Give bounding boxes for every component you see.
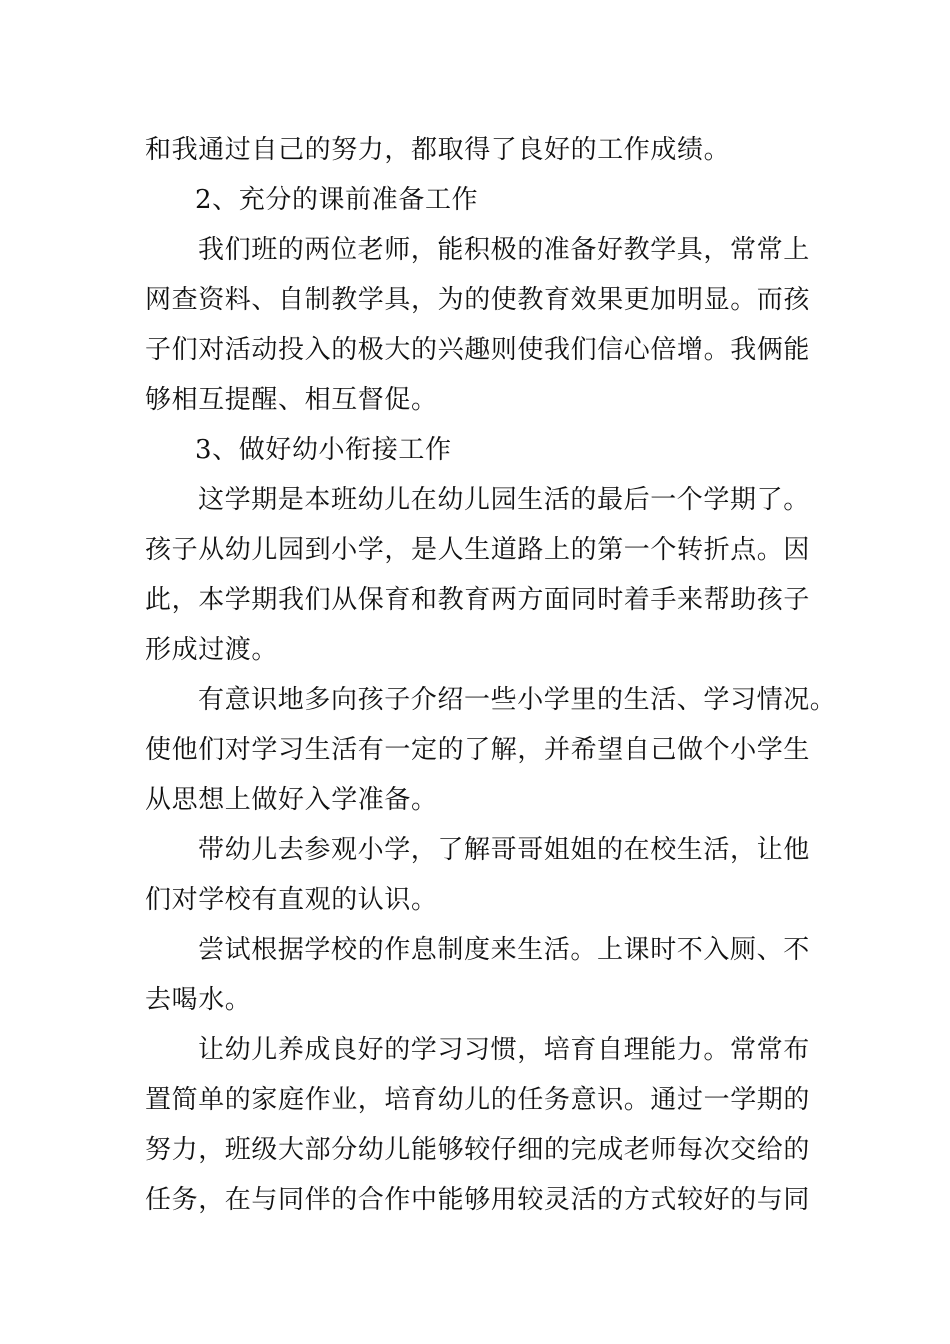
text-line: 从思想上做好入学准备。 bbox=[145, 785, 438, 815]
text-line: 孩子从幼儿园到小学，是人生道路上的第一个转折点。因 bbox=[145, 535, 811, 565]
text-line: 我们班的两位老师，能积极的准备好教学具，常常上 bbox=[198, 235, 810, 265]
section-heading: 3、做好幼小衔接工作 bbox=[195, 435, 452, 465]
text-line: 子们对活动投入的极大的兴趣则使我们信心倍增。我俩能 bbox=[145, 335, 811, 365]
text-line: 此，本学期我们从保育和教育两方面同时着手来帮助孩子 bbox=[145, 585, 811, 615]
text-line: 网查资料、自制教学具，为的使教育效果更加明显。而孩 bbox=[145, 285, 811, 315]
text-line: 和我通过自己的努力，都取得了良好的工作成绩。 bbox=[145, 135, 731, 165]
text-line: 置简单的家庭作业，培育幼儿的任务意识。通过一学期的 bbox=[145, 1085, 811, 1115]
text-line: 努力，班级大部分幼儿能够较仔细的完成老师每次交给的 bbox=[145, 1135, 811, 1165]
text-line: 够相互提醒、相互督促。 bbox=[145, 385, 438, 415]
text-line: 去喝水。 bbox=[145, 985, 252, 1015]
text-line: 任务，在与同伴的合作中能够用较灵活的方式较好的与同 bbox=[145, 1185, 811, 1215]
text-line: 们对学校有直观的认识。 bbox=[145, 885, 438, 915]
text-line: 形成过渡。 bbox=[145, 635, 279, 665]
text-line: 带幼儿去参观小学，了解哥哥姐姐的在校生活，让他 bbox=[198, 835, 810, 865]
text-line: 使他们对学习生活有一定的了解，并希望自己做个小学生 bbox=[145, 735, 811, 765]
text-line: 让幼儿养成良好的学习习惯，培育自理能力。常常布 bbox=[198, 1035, 810, 1065]
section-heading: 2、充分的课前准备工作 bbox=[195, 185, 479, 215]
text-line: 尝试根据学校的作息制度来生活。上课时不入厕、不 bbox=[198, 935, 810, 965]
text-line: 有意识地多向孩子介绍一些小学里的生活、学习情况。 bbox=[198, 685, 837, 715]
text-line: 这学期是本班幼儿在幼儿园生活的最后一个学期了。 bbox=[198, 485, 810, 515]
